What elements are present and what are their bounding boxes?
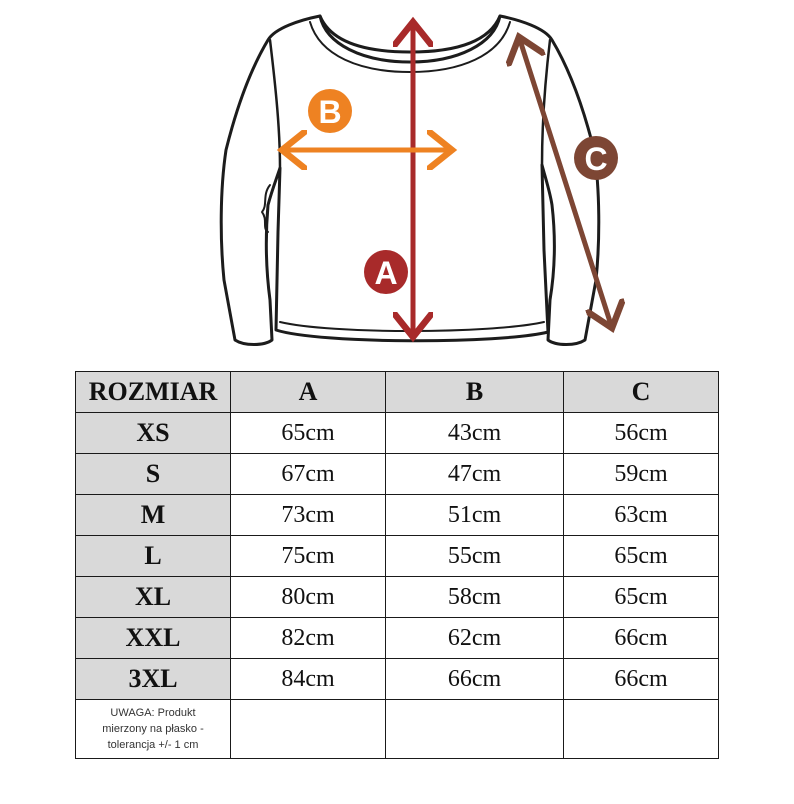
- measure-c-label: C: [584, 141, 608, 177]
- measure-b-badge: [308, 89, 352, 133]
- value-c: 63cm: [564, 495, 719, 536]
- note-row: [76, 700, 719, 759]
- value-c: 66cm: [564, 659, 719, 700]
- table-row: [76, 454, 719, 495]
- size-label: L: [76, 536, 231, 577]
- value-c: 66cm: [564, 618, 719, 659]
- measure-a-badge: [364, 250, 408, 294]
- header-c: C: [564, 372, 719, 413]
- size-label: XXL: [76, 618, 231, 659]
- table-row: [76, 536, 719, 577]
- header-a: A: [231, 372, 386, 413]
- value-a: 80cm: [231, 577, 386, 618]
- note-line: UWAGA: Produkt: [110, 707, 196, 719]
- empty-cell: [386, 700, 564, 759]
- note-line: mierzony na płasko -: [102, 723, 204, 735]
- value-b: 66cm: [386, 659, 564, 700]
- header-b: B: [386, 372, 564, 413]
- value-b: 58cm: [386, 577, 564, 618]
- value-b: 51cm: [386, 495, 564, 536]
- value-b: 62cm: [386, 618, 564, 659]
- value-a: 82cm: [231, 618, 386, 659]
- shirt-body-path: [221, 16, 599, 345]
- value-a: 67cm: [231, 454, 386, 495]
- value-a: 65cm: [231, 413, 386, 454]
- header-rozmiar: ROZMIAR: [76, 372, 231, 413]
- value-a: 84cm: [231, 659, 386, 700]
- value-a: 75cm: [231, 536, 386, 577]
- measure-a-label: A: [374, 255, 398, 291]
- value-c: 65cm: [564, 536, 719, 577]
- value-c: 59cm: [564, 454, 719, 495]
- note-line: tolerancja +/- 1 cm: [107, 739, 199, 751]
- value-b: 47cm: [386, 454, 564, 495]
- measure-c-badge: [574, 136, 618, 180]
- shirt-measurement-diagram: [0, 0, 794, 360]
- value-b: 55cm: [386, 536, 564, 577]
- table-row: [76, 618, 719, 659]
- value-a: 73cm: [231, 495, 386, 536]
- size-chart-table: [75, 371, 719, 759]
- table-row: [76, 413, 719, 454]
- size-label: S: [76, 454, 231, 495]
- table-row: [76, 577, 719, 618]
- measure-b-label: B: [318, 94, 342, 130]
- size-label: XL: [76, 577, 231, 618]
- size-label: XS: [76, 413, 231, 454]
- empty-cell: [564, 700, 719, 759]
- value-c: 56cm: [564, 413, 719, 454]
- size-label: 3XL: [76, 659, 231, 700]
- value-b: 43cm: [386, 413, 564, 454]
- measurement-note: [76, 700, 231, 759]
- table-row: [76, 495, 719, 536]
- table-row: [76, 659, 719, 700]
- table-header-row: [76, 372, 719, 413]
- empty-cell: [231, 700, 386, 759]
- value-c: 65cm: [564, 577, 719, 618]
- size-label: M: [76, 495, 231, 536]
- shirt-outline: [221, 16, 599, 345]
